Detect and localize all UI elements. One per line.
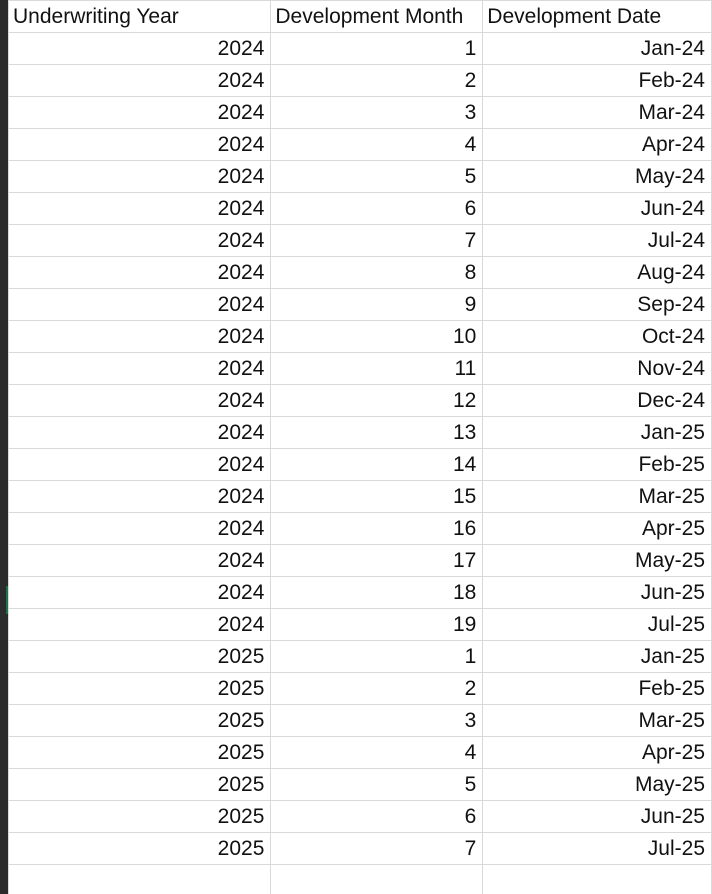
- underwriting-year-cell[interactable]: 2025: [9, 769, 271, 801]
- development-month-cell[interactable]: 6: [271, 801, 483, 833]
- underwriting-year-cell[interactable]: 2024: [9, 417, 271, 449]
- development-month-cell[interactable]: 16: [271, 513, 483, 545]
- underwriting-year-cell[interactable]: 2025: [9, 833, 271, 865]
- development-date-cell[interactable]: Jan-25: [483, 641, 712, 673]
- table-row: [9, 609, 712, 641]
- development-month-cell[interactable]: 7: [271, 225, 483, 257]
- table-row: [9, 225, 712, 257]
- underwriting-year-cell[interactable]: 2024: [9, 129, 271, 161]
- table-row: [9, 161, 712, 193]
- development-date-cell[interactable]: Jan-24: [483, 33, 712, 65]
- table-row: [9, 417, 712, 449]
- underwriting-year-cell[interactable]: 2024: [9, 609, 271, 641]
- underwriting-year-cell[interactable]: 2024: [9, 353, 271, 385]
- development-month-cell[interactable]: 2: [271, 673, 483, 705]
- table-row: [9, 193, 712, 225]
- development-month-cell[interactable]: 14: [271, 449, 483, 481]
- development-month-cell[interactable]: 13: [271, 417, 483, 449]
- underwriting-year-cell[interactable]: 2024: [9, 225, 271, 257]
- underwriting-year-cell[interactable]: 2024: [9, 577, 271, 609]
- empty-cell[interactable]: [9, 865, 271, 894]
- development-date-cell[interactable]: Mar-25: [483, 705, 712, 737]
- development-month-cell[interactable]: 10: [271, 321, 483, 353]
- empty-row: [9, 865, 712, 894]
- development-date-cell[interactable]: Jul-24: [483, 225, 712, 257]
- table-row: [9, 769, 712, 801]
- development-date-cell[interactable]: Apr-25: [483, 513, 712, 545]
- development-month-cell[interactable]: 3: [271, 705, 483, 737]
- header-underwriting-year[interactable]: Underwriting Year: [9, 1, 271, 33]
- table-row: [9, 129, 712, 161]
- development-date-cell[interactable]: Nov-24: [483, 353, 712, 385]
- development-month-cell[interactable]: 7: [271, 833, 483, 865]
- underwriting-year-cell[interactable]: 2024: [9, 33, 271, 65]
- development-month-cell[interactable]: 6: [271, 193, 483, 225]
- development-date-cell[interactable]: Jun-24: [483, 193, 712, 225]
- underwriting-year-cell[interactable]: 2024: [9, 193, 271, 225]
- empty-cell[interactable]: [483, 865, 712, 894]
- development-month-cell[interactable]: 4: [271, 129, 483, 161]
- development-date-cell[interactable]: Jun-25: [483, 801, 712, 833]
- table-row: [9, 801, 712, 833]
- row-header-strip: [0, 0, 8, 894]
- development-date-cell[interactable]: Jan-25: [483, 417, 712, 449]
- development-date-cell[interactable]: Aug-24: [483, 257, 712, 289]
- development-month-cell[interactable]: 18: [271, 577, 483, 609]
- development-date-cell[interactable]: Mar-25: [483, 481, 712, 513]
- underwriting-year-cell[interactable]: 2024: [9, 257, 271, 289]
- header-development-month[interactable]: Development Month: [271, 1, 483, 33]
- development-date-cell[interactable]: May-25: [483, 769, 712, 801]
- development-month-cell[interactable]: 8: [271, 257, 483, 289]
- table-row: [9, 257, 712, 289]
- development-date-cell[interactable]: Apr-24: [483, 129, 712, 161]
- table-row: [9, 577, 712, 609]
- table-row: [9, 705, 712, 737]
- development-month-cell[interactable]: 1: [271, 641, 483, 673]
- development-date-cell[interactable]: Feb-25: [483, 449, 712, 481]
- underwriting-year-cell[interactable]: 2024: [9, 321, 271, 353]
- table-row: [9, 321, 712, 353]
- development-month-cell[interactable]: 17: [271, 545, 483, 577]
- development-date-cell[interactable]: May-24: [483, 161, 712, 193]
- underwriting-year-cell[interactable]: 2024: [9, 97, 271, 129]
- development-date-cell[interactable]: Jul-25: [483, 609, 712, 641]
- development-month-cell[interactable]: 1: [271, 33, 483, 65]
- header-development-date[interactable]: Development Date: [483, 1, 712, 33]
- table-row: [9, 545, 712, 577]
- underwriting-year-cell[interactable]: 2024: [9, 545, 271, 577]
- table-row: [9, 289, 712, 321]
- underwriting-year-cell[interactable]: 2025: [9, 641, 271, 673]
- development-date-cell[interactable]: Oct-24: [483, 321, 712, 353]
- underwriting-year-cell[interactable]: 2025: [9, 737, 271, 769]
- development-month-cell[interactable]: 2: [271, 65, 483, 97]
- table-row: [9, 97, 712, 129]
- table-row: [9, 833, 712, 865]
- table-row: [9, 449, 712, 481]
- empty-cell[interactable]: [271, 865, 483, 894]
- development-month-cell[interactable]: 15: [271, 481, 483, 513]
- header-row: [9, 1, 712, 33]
- development-date-cell[interactable]: Feb-25: [483, 673, 712, 705]
- development-month-cell[interactable]: 3: [271, 97, 483, 129]
- table-row: [9, 33, 712, 65]
- underwriting-year-cell[interactable]: 2025: [9, 705, 271, 737]
- table-row: [9, 65, 712, 97]
- underwriting-year-cell[interactable]: 2024: [9, 161, 271, 193]
- development-date-cell[interactable]: Dec-24: [483, 385, 712, 417]
- development-date-cell[interactable]: Jun-25: [483, 577, 712, 609]
- development-month-cell[interactable]: 5: [271, 161, 483, 193]
- underwriting-year-cell[interactable]: 2024: [9, 289, 271, 321]
- underwriting-year-cell[interactable]: 2024: [9, 65, 271, 97]
- underwriting-year-cell[interactable]: 2024: [9, 481, 271, 513]
- underwriting-year-cell[interactable]: 2024: [9, 449, 271, 481]
- spreadsheet-grid: [8, 0, 712, 894]
- development-month-cell[interactable]: 19: [271, 609, 483, 641]
- table-row: [9, 513, 712, 545]
- underwriting-year-cell[interactable]: 2024: [9, 385, 271, 417]
- development-date-cell[interactable]: Mar-24: [483, 97, 712, 129]
- development-date-cell[interactable]: Apr-25: [483, 737, 712, 769]
- underwriting-year-cell[interactable]: 2025: [9, 673, 271, 705]
- development-month-cell[interactable]: 5: [271, 769, 483, 801]
- development-date-cell[interactable]: Sep-24: [483, 289, 712, 321]
- table-row: [9, 481, 712, 513]
- table-row: [9, 673, 712, 705]
- development-month-cell[interactable]: 4: [271, 737, 483, 769]
- table-row: [9, 353, 712, 385]
- development-date-cell[interactable]: Jul-25: [483, 833, 712, 865]
- development-date-cell[interactable]: Feb-24: [483, 65, 712, 97]
- development-month-cell[interactable]: 12: [271, 385, 483, 417]
- table-row: [9, 737, 712, 769]
- development-month-cell[interactable]: 9: [271, 289, 483, 321]
- table-row: [9, 385, 712, 417]
- development-date-cell[interactable]: May-25: [483, 545, 712, 577]
- development-month-cell[interactable]: 11: [271, 353, 483, 385]
- underwriting-year-cell[interactable]: 2025: [9, 801, 271, 833]
- underwriting-year-cell[interactable]: 2024: [9, 513, 271, 545]
- table-row: [9, 641, 712, 673]
